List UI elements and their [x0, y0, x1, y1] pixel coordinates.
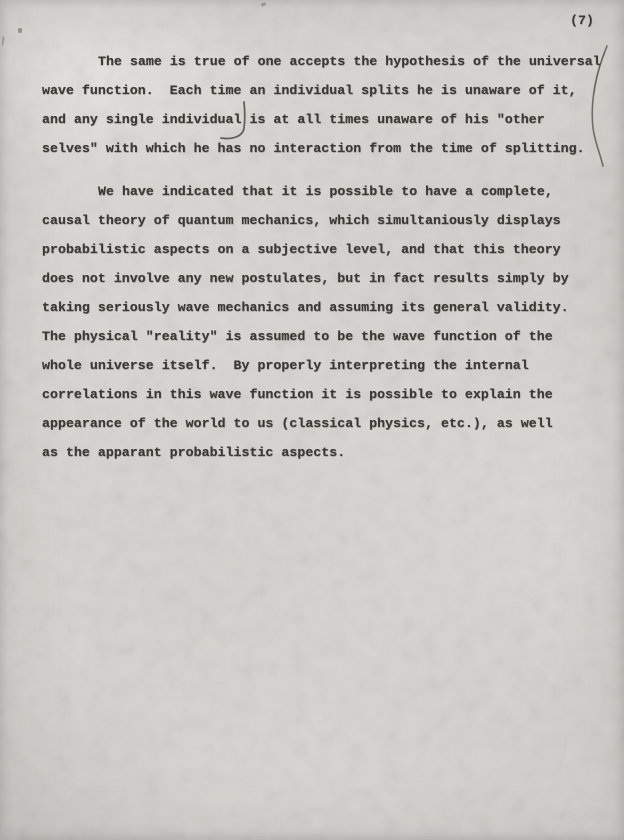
typed-line: causal theory of quantum mechanics, which simultaniously displays — [42, 213, 561, 228]
scan-speck — [18, 28, 22, 33]
typed-line: whole universe itself. By properly interpreting the internal — [42, 358, 529, 373]
page-number: (7) — [570, 13, 594, 28]
typed-line: The same is true of one accepts the hypothesis of the universal — [98, 54, 601, 69]
typed-text — [42, 47, 602, 467]
typed-line: taking seriously wave mechanics and assuming its general validity. — [42, 300, 569, 315]
typed-line: wave function. Each time an individual splits he is unaware of it, — [42, 83, 577, 98]
typed-line: as the apparant probabilistic aspects. — [42, 445, 346, 460]
typed-line: and any single individual is at all times unaware of his "other — [42, 112, 545, 127]
scan-speck — [1, 36, 4, 46]
typed-line: appearance of the world to us (classical physics, etc.), as well — [42, 416, 553, 431]
typed-line: We have indicated that it is possible to have a complete, — [98, 184, 553, 199]
typed-line: probabilistic aspects on a subjective level, and that this theory — [42, 242, 561, 257]
typed-line: does not involve any new postulates, but in fact results simply by — [42, 271, 569, 286]
typed-line: selves" with which he has no interaction from the time of splitting. — [42, 141, 585, 156]
paragraph — [42, 177, 602, 467]
typed-line: The physical "reality" is assumed to be the wave function of the — [42, 329, 553, 344]
typed-line: correlations in this wave function it is possible to explain the — [42, 387, 553, 402]
paragraph — [42, 47, 602, 163]
scan-speck — [261, 2, 267, 7]
